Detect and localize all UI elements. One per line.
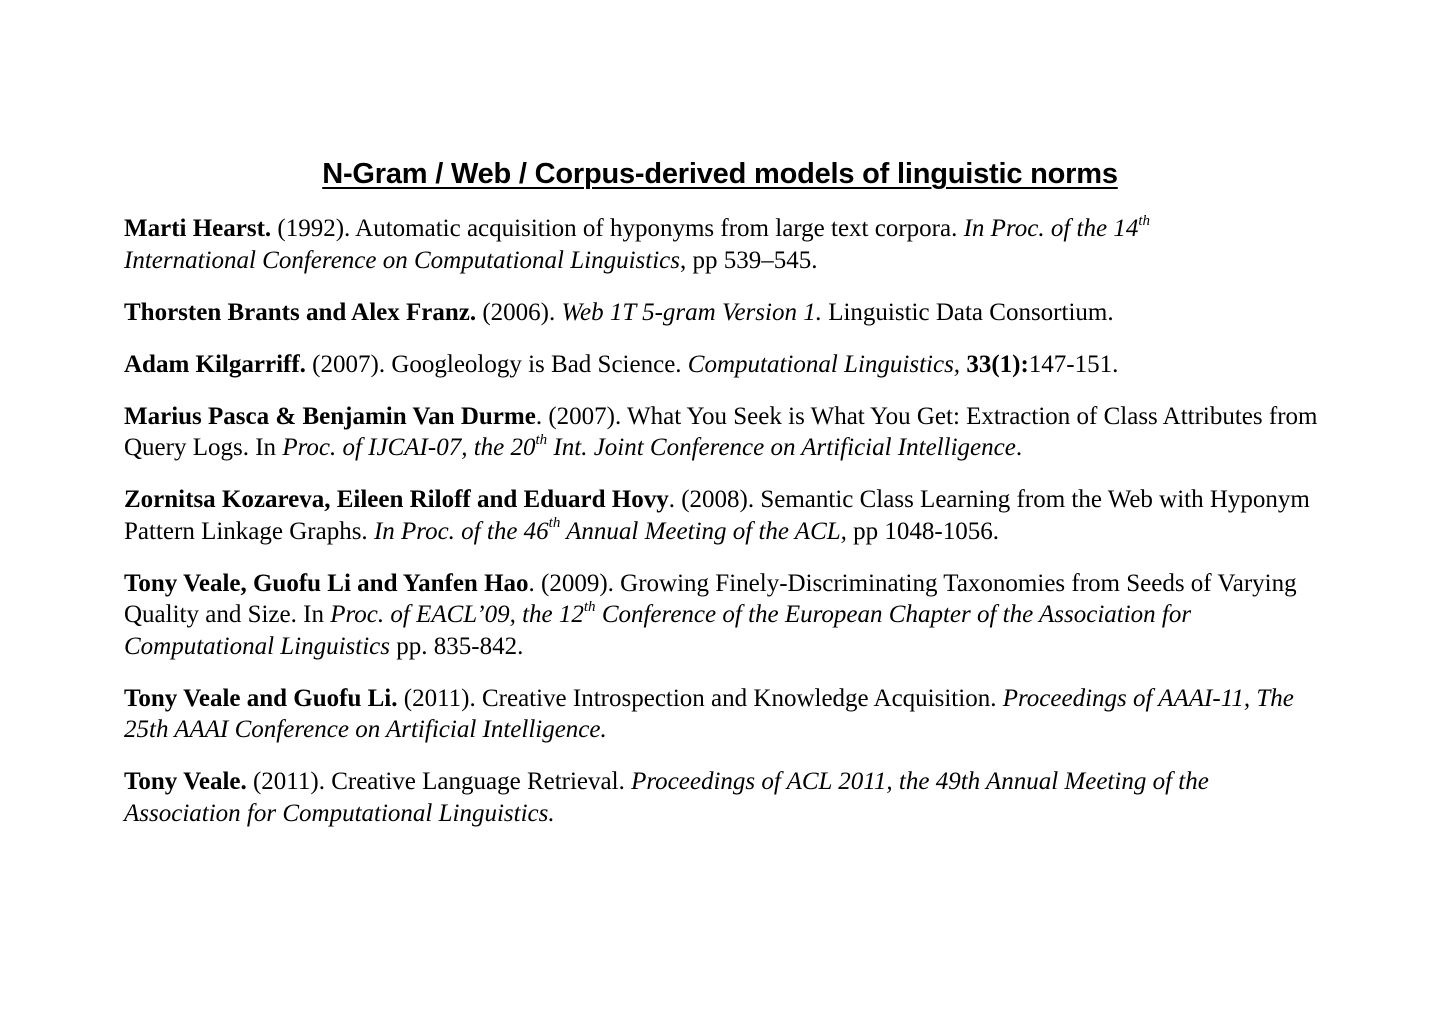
reference-authors: Tony Veale and Guofu Li. — [124, 684, 398, 712]
reference-pages: pp. 835-842. — [390, 632, 524, 660]
reference-text: (2011). Creative Language Retrieval. — [246, 768, 632, 795]
reference-text: . (2009). Growing Finely-Discriminating Taxonomies from Seeds of Varying Quality and Size. In — [124, 569, 1297, 628]
reference-text: (2007). Googleology is Bad Science. — [305, 350, 688, 378]
reference-item — [124, 484, 1324, 547]
reference-text: (2006). — [476, 298, 562, 326]
reference-authors: Marius Pasca & Benjamin Van Durme — [124, 402, 536, 430]
reference-pages: , pp 539–545. — [680, 246, 818, 274]
reference-authors: Thorsten Brants and Alex Franz. — [124, 298, 477, 326]
reference-text: . (2007). What You Seek is What You Get: Extraction of Class Attributes from Query Logs. In — [124, 402, 1318, 461]
reference-venue: In Proc. of the 14 — [963, 215, 1139, 242]
reference-text: (2011). Creative Introspection and Knowledge Acquisition. — [397, 684, 1003, 712]
reference-text: . (2008). Semantic Class Learning from the Web with Hyponym Pattern Linkage Graphs. — [124, 486, 1310, 545]
reference-venue: Proceedings of AAAI-11, The 25th AAAI Conference on Artificial Intelligence. — [124, 684, 1294, 743]
reference-text: (1992). Automatic acquisition of hyponyms from large text corpora. — [271, 215, 964, 242]
ordinal-suffix: th — [535, 431, 548, 448]
reference-venue: In Proc. of the 46 — [373, 517, 549, 545]
reference-venue: Proc. of EACL’09, the 12 — [330, 601, 584, 628]
reference-item — [124, 297, 1324, 329]
ordinal-suffix: th — [548, 515, 561, 532]
reference-authors: Marti Hearst. — [124, 215, 272, 242]
reference-authors: Zornitsa Kozareva, Eileen Riloff and Eduard Hovy — [124, 486, 669, 513]
reference-item — [124, 683, 1324, 746]
reference-venue-cont: Annual Meeting of the ACL, — [560, 517, 847, 545]
reference-authors: Tony Veale, Guofu Li and Yanfen Hao — [124, 569, 529, 597]
ordinal-suffix: th — [583, 598, 596, 615]
reference-pages: pp 1048-1056. — [846, 517, 999, 545]
reference-item — [124, 213, 1324, 276]
reference-venue-cont: Conference of the European Chapter of the Association for Computational Linguistics — [124, 601, 1192, 660]
reference-item — [124, 766, 1324, 829]
reference-list — [124, 213, 1324, 850]
reference-venue-cont: International Conference on Computational Linguistics — [124, 246, 680, 274]
reference-venue-cont: Int. Joint Conference on Artificial Intelligence — [547, 434, 1016, 461]
reference-venue: Web 1T 5-gram Version 1. — [561, 298, 822, 326]
reference-venue: Computational Linguistics, — [687, 350, 961, 378]
page-title: N-Gram / Web / Corpus-derived models of linguistic norms — [322, 158, 1118, 190]
reference-venue: Proceedings of ACL 2011, the 49th Annual Meeting of the Association for Computational Linguistics. — [124, 768, 1209, 827]
reference-item — [124, 568, 1324, 663]
reference-venue: Proc. of IJCAI-07, the 20 — [282, 434, 536, 461]
reference-item — [124, 349, 1324, 381]
ordinal-suffix: th — [1138, 212, 1151, 229]
reference-volume: 33(1): — [966, 350, 1029, 378]
reference-authors: Tony Veale. — [124, 768, 247, 795]
reference-authors: Adam Kilgarriff. — [124, 350, 306, 378]
reference-item: Marius Pasca & Benjamin Van Durme. (2007). What You Seek is What You Get: Extraction of Class Attributes from Query Logs. In Proc. of IJCAI-07, the 20th Int. Joint Conference on Artificial Intelligence. — [124, 402, 1318, 461]
reference-pages: 147-151. — [1028, 350, 1119, 378]
reference-publisher: Linguistic Data Consortium. — [821, 298, 1114, 326]
